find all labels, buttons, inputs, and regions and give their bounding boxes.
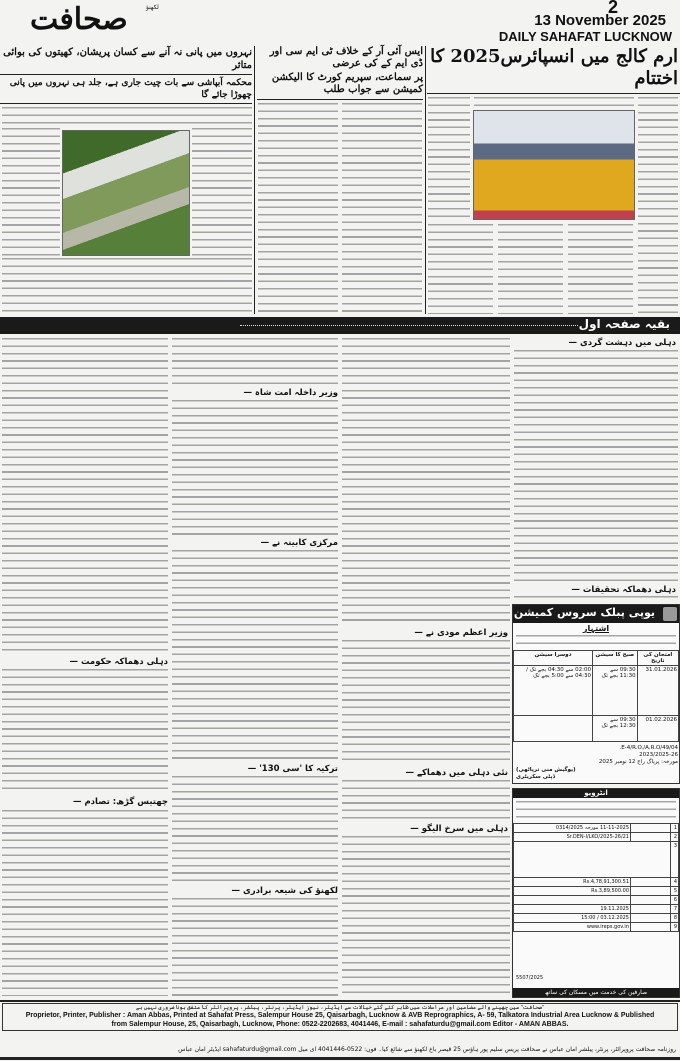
table-cell	[631, 914, 671, 923]
table-cell: 11-11-2025 مورخہ 0314/2025	[514, 824, 631, 833]
subhead-lucknow-shia: لکھنؤ کی شیعہ برادری —	[232, 885, 338, 896]
article-text	[172, 898, 338, 996]
subhead-cabinet: مرکزی کابینہ نے —	[261, 537, 338, 548]
table-cell: 21/Sr.DEN-I/LKO/2025-26	[514, 833, 631, 842]
column-header: دوسرا سیشن	[514, 651, 593, 666]
table-cell: www.ireps.gov.in	[514, 923, 631, 932]
continued-band	[0, 317, 680, 334]
masthead	[0, 0, 680, 46]
subhead-amit-shah: وزیر داخلہ امت شاہ —	[243, 387, 338, 398]
row-number: 7	[671, 905, 679, 914]
subhead-delhi-blast-govt: دہلی دھماکہ حکومت —	[69, 656, 168, 667]
table-row	[514, 833, 679, 842]
row-number: 8	[671, 914, 679, 923]
article-text	[638, 97, 678, 314]
row-number: 3	[671, 842, 679, 878]
interview-ad	[512, 788, 680, 998]
article-text	[474, 97, 634, 107]
table-cell	[514, 716, 593, 742]
row-number: 1	[671, 824, 679, 833]
uppsc-header	[513, 605, 679, 623]
ad-text	[516, 801, 676, 821]
article-text	[514, 350, 678, 582]
table-row	[514, 878, 679, 887]
article-text	[2, 128, 60, 256]
column-header: امتحان کی تاریخ	[637, 651, 678, 666]
article-text	[172, 338, 338, 386]
dotted-leader	[240, 325, 578, 326]
subhead-chhattisgarh: چھتیس گڑھ: تصادم —	[73, 797, 168, 807]
uppsc-exam: 2023/2025-26	[639, 752, 678, 758]
article-text	[342, 338, 510, 624]
table-row	[514, 842, 679, 878]
uppsc-reference-block	[516, 745, 678, 766]
uppsc-notice: اشتہار	[582, 624, 610, 633]
canal-photo	[62, 130, 190, 256]
subhead-turkey-c130: ترکیہ کا 'سی 130' —	[248, 763, 338, 774]
table-cell	[631, 923, 671, 932]
paper-name: DAILY SAHAFAT LUCKNOW	[498, 29, 672, 44]
article-text	[2, 258, 252, 314]
uppsc-signature-block	[516, 767, 678, 781]
ad-text	[516, 635, 676, 648]
table-cell: 01.02.2026	[637, 716, 678, 742]
logo-small: لکھنؤ	[146, 4, 159, 11]
table-cell	[631, 833, 671, 842]
article-text	[342, 836, 510, 996]
emblem-icon	[663, 607, 677, 621]
article-text	[2, 810, 168, 996]
divider	[0, 103, 252, 104]
article-text	[342, 103, 422, 314]
subhead-delhi-terror: دہلی میں دہشت گردی —	[568, 337, 676, 348]
erum-headline: ارم کالج میں انسپائرس2025 کا اختتام	[430, 46, 678, 89]
article-text	[2, 338, 168, 654]
row-number: 9	[671, 923, 679, 932]
row-number: 6	[671, 896, 679, 905]
interview-code: 5507/2025	[516, 975, 544, 981]
table-cell	[631, 905, 671, 914]
footer-imprint	[2, 1003, 678, 1031]
subhead-delhi-blast-probe: دہلی دھماکہ تحقیقات —	[571, 584, 676, 595]
article-text	[2, 107, 252, 128]
table-cell: 03.12.2025 / 15:00	[514, 914, 631, 923]
table-cell	[631, 887, 671, 896]
subhead-modi: وزیر اعظم مودی نے —	[414, 627, 508, 638]
footer-disclaimer: "صحافت" میں چھپنے والے مضامین اور مراسلات میں ظاہر کئے گئے خیالات سے ایڈیٹر، نیوز ایڈیٹر، پرنٹر، پبلشر، پروپرائٹر کا متفق ہونا ضروری نہیں ہے	[136, 1005, 544, 1011]
uppsc-date: مورخہ: پریاگ راج 12 نومبر 2025	[598, 759, 678, 765]
sir-headline-2: پر سماعت، سپریم کورٹ کا الیکشن کمیشن سے جواب طلب	[271, 72, 423, 95]
table-row	[514, 666, 679, 716]
sir-headline	[257, 46, 423, 96]
article-text	[172, 550, 338, 760]
article-text	[192, 128, 252, 256]
subhead-new-delhi-blasts: نئی دہلی میں دھماکے —	[406, 767, 508, 778]
row-number: 5	[671, 887, 679, 896]
uppsc-schedule-table	[513, 650, 679, 742]
table-cell: Rs.3,89,500.00	[514, 887, 631, 896]
continued-label: بقیہ صفحہ اول	[578, 317, 670, 331]
table-cell: 09:30 سے 12:30 بجے تک	[592, 716, 637, 742]
divider	[427, 93, 680, 94]
article-text	[172, 776, 338, 882]
table-cell: 31.01.2026	[637, 666, 678, 716]
table-row	[514, 887, 679, 896]
footer-bottom-rule	[0, 1057, 680, 1060]
uppsc-title: یوپی پبلک سروس کمیشن	[513, 606, 655, 619]
divider	[257, 99, 423, 100]
footer-imprint-urdu: روزنامہ صحافت پروپرائٹر، پرنٹر، پبلشر امان عباس نے صحافت پریس سلیم پور ہاؤس 25 قیصر باغ لکھنؤ سے شائع کیا۔ فون: 0522-4041446 ای میل sahafaturdu@gmail.com ایڈیٹر امان عباس	[178, 1046, 676, 1053]
table-cell: 19.11.2025	[514, 905, 631, 914]
table-row	[514, 824, 679, 833]
page-number: 2	[607, 0, 618, 17]
article-text	[2, 669, 168, 795]
footer-imprint-line2: from Salempur House, 25, Qaisarbagh, Lucknow, Phone: 0522-2202683, 4041446, E-mail : sahafaturdu@gmail.com Editor - AMAN ABBAS.	[111, 1020, 569, 1028]
article-text	[342, 780, 510, 822]
interview-banner: صارفین کی خدمت میں مسکان کی ساتھ	[513, 988, 679, 997]
canal-subheadline: محکمہ آبپاشی سے بات چیت جاری ہے، جلد ہی نہروں میں پانی چھوڑا جائے گا	[9, 78, 252, 100]
table-cell	[514, 896, 631, 905]
table-cell	[631, 824, 671, 833]
erum-photo	[473, 110, 635, 220]
row-number: 2	[671, 833, 679, 842]
table-row	[514, 914, 679, 923]
uppsc-ad	[512, 604, 680, 784]
footer-imprint-line1: Proprietor, Printer, Publisher : Aman Abbas, Printed at Sahafat Press, Salempur House 25, Qaisarbagh, Lucknow & AVB Reprographics, A- 59, Talkatora Industrial Area Lucknow & Published	[25, 1012, 655, 1019]
divider	[0, 74, 252, 75]
table-cell	[631, 896, 671, 905]
issue-date: 13 November 2025	[534, 12, 666, 29]
canal-headline: نہروں میں پانی نہ آنے سے کسان پریشان، کھیتوں کی بوائی متاثر	[3, 47, 252, 71]
article-text	[342, 640, 510, 766]
article-text	[428, 224, 636, 314]
uppsc-signatory: (یوگیش منی ترپاٹھی)	[516, 767, 576, 773]
table-row	[514, 905, 679, 914]
table-cell: Rs.4,78,91,300.51	[514, 878, 631, 887]
row-number: 4	[671, 878, 679, 887]
article-text	[258, 103, 338, 314]
interview-title: انٹرویو	[513, 789, 679, 798]
table-row	[514, 923, 679, 932]
article-text	[172, 400, 338, 536]
uppsc-ref: 49/04/E-4/R.O./A.R.O.	[619, 745, 678, 751]
article-text	[514, 596, 678, 602]
subhead-red-alert: دہلی میں سرخ الیگو —	[410, 823, 508, 834]
table-cell	[514, 842, 671, 878]
interview-table	[513, 823, 679, 932]
column-header: صبح کا سیشن	[592, 651, 637, 666]
article-text	[428, 97, 470, 219]
column-divider	[254, 46, 255, 314]
footer-divider	[0, 1000, 680, 1002]
table-cell: 02:00 سے 04:30 بجے تک / 04:30 سے 5:00 بجے تک	[514, 666, 593, 716]
logo: صحافت	[30, 2, 128, 37]
table-row	[514, 716, 679, 742]
table-row	[514, 896, 679, 905]
column-divider	[425, 46, 426, 314]
sir-headline-1: ایس آئی آر کے خلاف ٹی ایم سی اور ڈی ایم کے کی عرضی	[269, 46, 423, 69]
uppsc-designation: ڈپٹی سکریٹری	[516, 774, 556, 780]
table-cell	[631, 878, 671, 887]
table-cell: 09:30 سے 11:30 بجے تک	[592, 666, 637, 716]
